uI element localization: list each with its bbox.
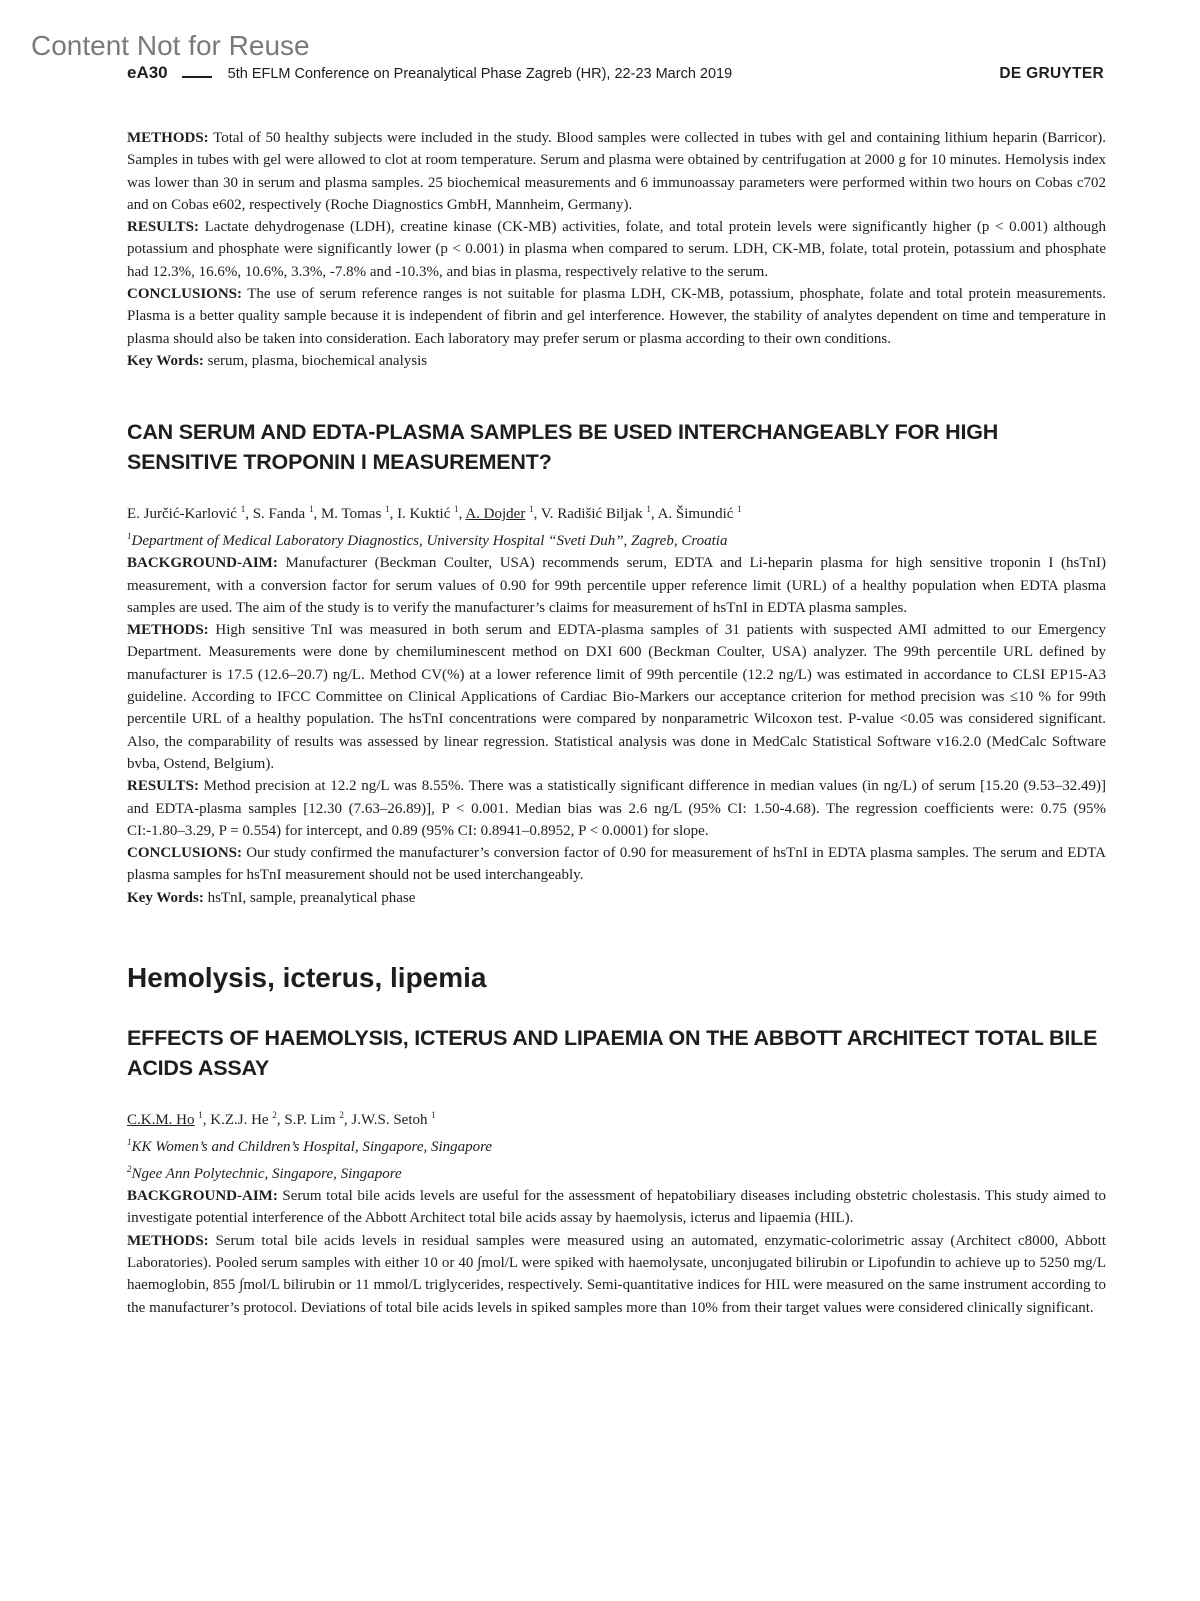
affiliation: $^1$Department of Medical Laboratory Diagnostics, University Hospital “Sveti Duh”, Zagreb, Croatia — [127, 531, 728, 550]
author: V. Radišić Biljak $^1$ — [540, 504, 651, 523]
background-label: BACKGROUND-AIM: — [127, 555, 278, 572]
header-dash — [182, 76, 212, 78]
author: S. Fanda $^1$ — [252, 504, 314, 523]
publisher-name: DE GRUYTER — [999, 65, 1104, 82]
author: E. Jurčić-Karlović $^1$ — [127, 504, 246, 523]
presenting-author: A. Dojder $^1$ — [465, 504, 534, 523]
abstract2-authors: E. Jurčić-Karlović $^1$, S. Fanda $^1$, M. Tomas $^1$, I. Kuktić $^1$, A. Dojder $^1$, V. Radišić Biljak $^1$, A. Šimundić $^1$ — [127, 504, 742, 523]
abstract2-methods — [127, 619, 1106, 775]
conclusions-text: Our study confirmed the manufacturer’s conversion factor of 0.90 for measurement of hsTnI in EDTA plasma samples. The serum and EDTA plasma samples for hsTnI measurement should not be used interchangeably. — [127, 845, 1106, 884]
author: S.P. Lim $^2$ — [284, 1110, 344, 1129]
watermark: Content Not for Reuse — [31, 30, 310, 61]
abstract2-keywords — [127, 887, 1106, 909]
background-label: BACKGROUND-AIM: — [127, 1188, 278, 1205]
results-label: RESULTS: — [127, 219, 199, 236]
page-content — [127, 127, 1106, 1319]
abstract1-keywords — [127, 350, 1106, 372]
conclusions-text: The use of serum reference ranges is not suitable for plasma LDH, CK-MB, potassium, phosphate, folate and total protein measurements. Plasma is a better quality sample because it is independent of fibrin and gel interference. However, the stability of analytes dependent on time and temperature in plasma should also be taken into consideration. Each laboratory may prefer serum or plasma according to their own conditions. — [127, 286, 1106, 347]
methods-text: Serum total bile acids levels in residual samples were measured using an automated, enzymatic-colorimetric assay (Architect c8000, Abbott Laboratories). Pooled serum samples with either 10 or 40 ∫mol/L were spiked with haemolysate, unconjugated bilirubin or Lipofundin to achieve up to 5250 mg/L haemoglobin, 855 ∫mol/L bilirubin or 11 mmol/L triglycerides, respectively. Semi-quantitative indices for HIL were measured on the same instrument according to the manufacturer’s protocol. Deviations of total bile acids levels in spiked samples more than 10% from their target values were considered clinically significant. — [127, 1232, 1106, 1316]
abstract1-conclusions — [127, 283, 1106, 350]
results-text: Lactate dehydrogenase (LDH), creatine kinase (CK-MB) activities, folate, and total protein levels were significantly higher (p < 0.001) although potassium and phosphate were significantly lower (p < 0.001) in plasma when compared to serum. LDH, CK-MB, folate, total protein, potassium and phosphate had 12.3%, 16.6%, 10.6%, 3.3%, -7.8% and -10.3%, and bias in plasma, respectively relative to the serum. — [127, 219, 1106, 280]
results-label: RESULTS: — [127, 778, 199, 795]
page-number: eA30 — [127, 63, 168, 82]
presenting-author: C.K.M. Ho $^1$ — [127, 1110, 203, 1129]
keywords-label: Key Words: — [127, 889, 204, 906]
abstract2-background — [127, 552, 1106, 619]
abstract2-title: CAN SERUM AND EDTA-PLASMA SAMPLES BE USED INTERCHANGEABLY FOR HIGH SENSITIVE TROPONIN I MEASUREMENT? — [127, 420, 999, 475]
affiliation: $^1$KK Women’s and Children’s Hospital, Singapore, Singapore — [127, 1137, 493, 1156]
affiliation: $^2$Ngee Ann Polytechnic, Singapore, Singapore — [127, 1164, 402, 1183]
abstract3-background — [127, 1185, 1106, 1230]
abstract3-methods — [127, 1230, 1106, 1319]
keywords-text: serum, plasma, biochemical analysis — [203, 352, 428, 369]
keywords-text: hsTnI, sample, preanalytical phase — [203, 889, 416, 906]
section-title: Hemolysis, icterus, lipemia — [127, 962, 487, 994]
methods-text: High sensitive TnI was measured in both serum and EDTA-plasma samples of 31 patients with suspected AMI admitted to our Emergency Department. Measurements were done by chemiluminescent method on DXI 600 (Beckman Coulter, USA) analyzer. The 99th percentile URL defined by manufacturer is 17.5 (12.6–20.7) ng/L. Method CV(%) at a lower reference limit of 99th percentile (12.2 ng/L) was estimated in accordance to CLSI EP15-A3 guideline. According to IFCC Committee on Clinical Applications of Cardiac Bio-Markers our acceptance criterion for method precision was ≤10 % for 99th percentile URL of a healthy population. The hsTnI concentrations were compared by nonparametric Wilcoxon test. P-value <0.05 was considered significant. Also, the comparability of results was assessed by linear regression. Statistical analysis was done in MedCalc Statistical Software v16.2.0 (MedCalc Software bvba, Ostend, Belgium). — [127, 622, 1106, 772]
abstract1-methods — [127, 127, 1106, 216]
background-text: Serum total bile acids levels are useful for the assessment of hepatobiliary diseases including obstetric cholestasis. This study aimed to investigate potential interference of the Abbott Architect total bile acids assay by haemolysis, icterus and lipaemia (HIL). — [127, 1188, 1106, 1227]
background-text: Manufacturer (Beckman Coulter, USA) recommends serum, EDTA and Li-heparin plasma for high sensitive troponin I (hsTnI) measurement, with a conversion factor for serum values of 0.90 for 99th percentile upper reference limit (URL) of a healthy population when EDTA plasma samples are used. The aim of the study is to verify the manufacturer’s claims for measurement of hsTnI in EDTA plasma samples. — [127, 555, 1106, 616]
abstract2-conclusions — [127, 842, 1106, 887]
running-head — [127, 63, 1104, 87]
methods-text: Total of 50 healthy subjects were included in the study. Blood samples were collected in tubes with gel and containing lithium heparin (Barricor). Samples in tubes with gel were allowed to clot at room temperature. Serum and plasma were obtained by centrifugation at 2000 g for 10 minutes. Hemolysis index was lower than 30 in serum and plasma samples. 25 biochemical measurements and 6 immunoassay parameters were performed within two hours on Cobas c702 and on Cobas e602, respectively (Roche Diagnostics GmbH, Mannheim, Germany). — [127, 130, 1106, 213]
abstract3-title: EFFECTS OF HAEMOLYSIS, ICTERUS AND LIPAEMIA ON THE ABBOTT ARCHITECT TOTAL BILE ACIDS ASSAY — [127, 1026, 1098, 1081]
conclusions-label: CONCLUSIONS: — [127, 845, 243, 862]
abstract3-authors: C.K.M. Ho $^1$, K.Z.J. He $^2$, S.P. Lim $^2$, J.W.S. Setoh $^1$ — [127, 1110, 436, 1129]
author: A. Šimundić $^1$ — [657, 504, 742, 523]
abstract2-results — [127, 775, 1106, 842]
results-text: Method precision at 12.2 ng/L was 8.55%. There was a statistically significant difference in median values (in ng/L) of serum [15.20 (9.53–32.49)] and EDTA-plasma samples [12.30 (7.63–26.89)], P < 0.001. Median bias was 2.6 ng/L (95% CI: 1.50-4.68). The regression coefficients were: 0.75 (95% CI:-1.80–3.29, P = 0.554) for intercept, and 0.89 (95% CI: 0.8941–0.8952, P < 0.0001) for slope. — [127, 778, 1106, 839]
author: M. Tomas $^1$ — [320, 504, 390, 523]
methods-label: METHODS: — [127, 1232, 209, 1249]
keywords-label: Key Words: — [127, 352, 204, 369]
author: K.Z.J. He $^2$ — [210, 1110, 277, 1129]
abstract1-results — [127, 216, 1106, 283]
conclusions-label: CONCLUSIONS: — [127, 286, 243, 303]
methods-label: METHODS: — [127, 622, 209, 639]
author: J.W.S. Setoh $^1$ — [351, 1110, 436, 1129]
conference-title: 5th EFLM Conference on Preanalytical Phase Zagreb (HR), 22-23 March 2019 — [227, 66, 733, 82]
author: I. Kuktić $^1$ — [397, 504, 459, 523]
methods-label: METHODS: — [127, 130, 209, 146]
